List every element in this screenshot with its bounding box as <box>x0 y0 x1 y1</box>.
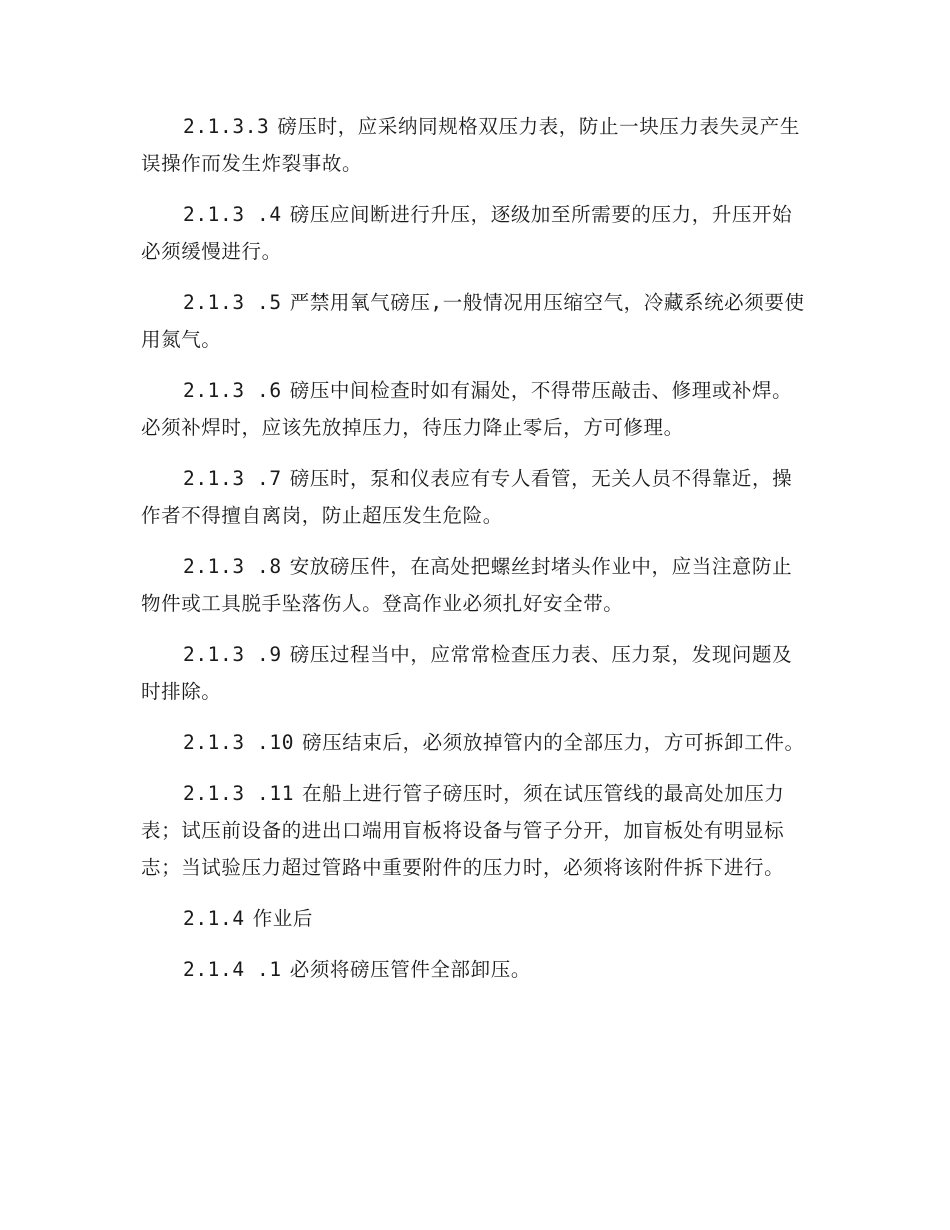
paragraph-number: 2.1.3 .7 <box>183 467 282 490</box>
paragraph-2-1-3-6 <box>141 372 811 446</box>
paragraph-text: 在船上进行管子磅压时，须在试压管线的最高处加压力表；试压前设备的进出口端用盲板将设备与管子分开，加盲板处有明显标志；当试验压力超过管路中重要附件的压力时，必须将该附件拆下进行。 <box>141 782 785 879</box>
paragraph-number: 2.1.3 .9 <box>183 643 282 666</box>
paragraph-2-1-3-5 <box>141 284 811 358</box>
paragraph-text: 磅压中间检查时如有漏处，不得带压敲击、修理或补焊。必须补焊时，应该先放掉压力，待压力降止零后，方可修理。 <box>141 379 793 439</box>
paragraph-text: 安放磅压件，在高处把螺丝封堵头作业中，应当注意防止物件或工具脱手坠落伤人。登高作业必须扎好安全带。 <box>141 555 793 615</box>
paragraph-text: 磅压时，应采纳同规格双压力表，防止一块压力表失灵产生误操作而发生炸裂事故。 <box>141 115 800 175</box>
paragraph-2-1-3-8 <box>141 548 811 622</box>
paragraph-2-1-3-11 <box>141 775 811 886</box>
paragraph-number: 2.1.3 .11 <box>183 782 295 805</box>
paragraph-text: 作业后 <box>252 907 314 930</box>
paragraph-text: 严禁用氧气磅压,一般情况用压缩空气，冷藏系统必须要使用氮气。 <box>141 291 805 351</box>
paragraph-number: 2.1.3 .8 <box>183 555 282 578</box>
paragraph-2-1-3-7 <box>141 460 811 534</box>
paragraph-text: 磅压时，泵和仪表应有专人看管，无关人员不得靠近，操作者不得擅自离岗，防止超压发生危险。 <box>141 467 793 527</box>
paragraph-text: 必须将磅压管件全部卸压。 <box>289 958 531 981</box>
paragraph-2-1-3-9 <box>141 636 811 710</box>
paragraph-number: 2.1.4 <box>183 907 245 930</box>
paragraph-number: 2.1.3 .4 <box>183 203 282 226</box>
paragraph-number: 2.1.4 .1 <box>183 958 282 981</box>
paragraph-2-1-3-3 <box>141 108 811 182</box>
paragraph-text: 磅压过程当中，应常常检查压力表、压力泵，发现问题及时排除。 <box>141 643 793 703</box>
paragraph-text: 磅压应间断进行升压，逐级加至所需要的压力，升压开始必须缓慢进行。 <box>141 203 793 263</box>
paragraph-2-1-3-4 <box>141 196 811 270</box>
paragraph-text: 磅压结束后，必须放掉管内的全部压力，方可拆卸工件。 <box>302 731 805 754</box>
paragraph-number: 2.1.3 .5 <box>183 291 282 314</box>
paragraph-2-1-3-10 <box>141 724 811 761</box>
paragraph-number: 2.1.3 .10 <box>183 731 295 754</box>
paragraph-2-1-4-1 <box>141 951 811 988</box>
paragraph-number: 2.1.3 .6 <box>183 379 282 402</box>
section-heading-2-1-4 <box>141 900 811 937</box>
document-body <box>141 108 811 1002</box>
paragraph-number: 2.1.3.3 <box>183 115 270 138</box>
